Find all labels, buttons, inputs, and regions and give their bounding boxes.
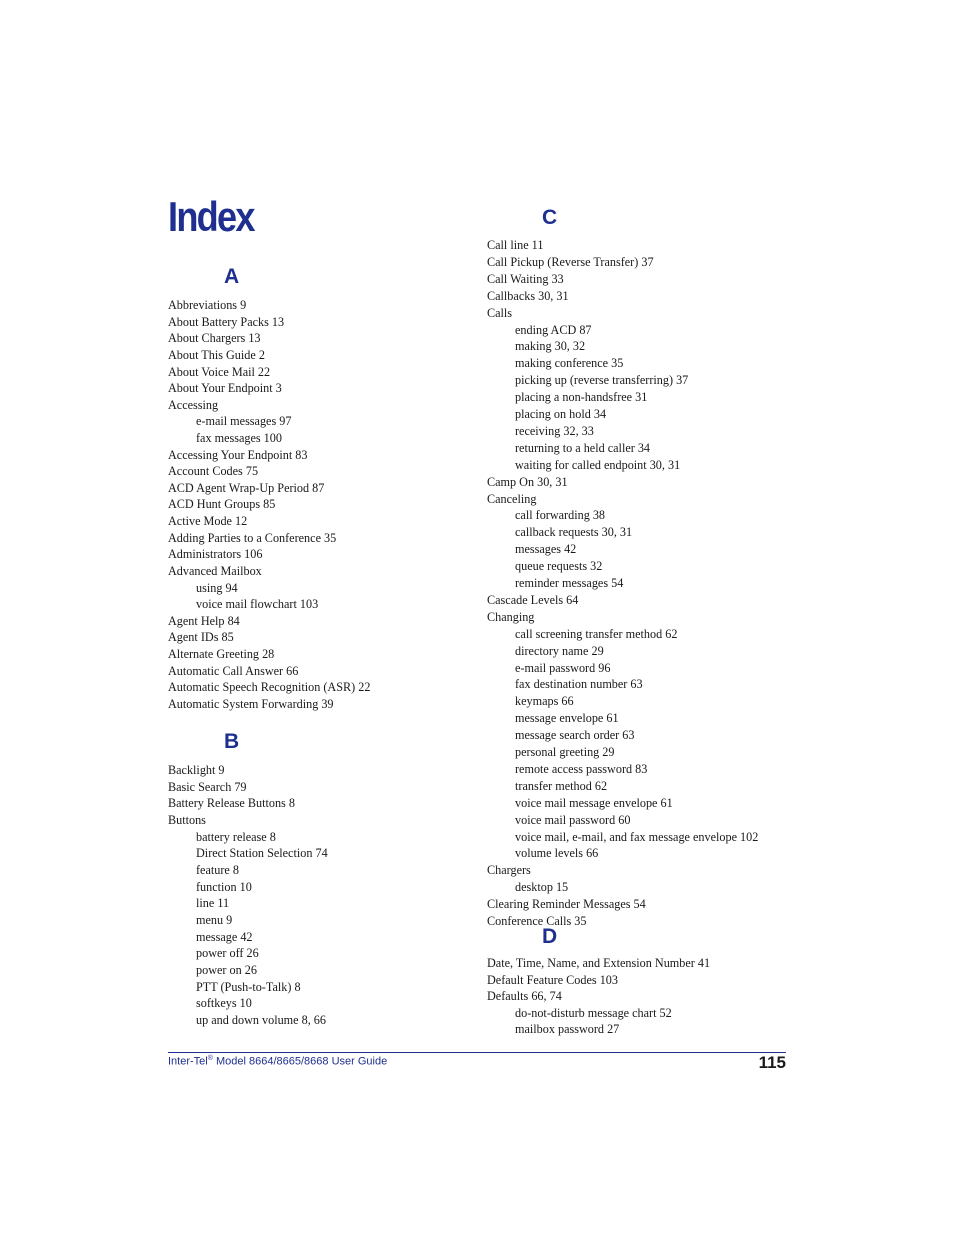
index-entry: Conference Calls 35 [487, 914, 587, 928]
index-entry: Call line 11 [487, 238, 544, 252]
index-entry: ACD Hunt Groups 85 [168, 497, 276, 512]
index-subentry: picking up (reverse transferring) 37 [515, 373, 689, 388]
index-subentry: reminder messages 54 [515, 576, 624, 590]
index-entry: Adding Parties to a Conference 35 [168, 530, 337, 545]
index-subentry: transfer method 62 [515, 778, 608, 793]
index-entry: About Your Endpoint 3 [168, 381, 282, 396]
index-entry: About Chargers 13 [168, 331, 261, 346]
index-entry: ACD Agent Wrap-Up Period 87 [168, 480, 325, 495]
index-entry: Default Feature Codes 103 [487, 972, 618, 987]
index-subentry: using 94 [196, 580, 238, 595]
index-entry: Date, Time, Name, and Extension Number 41 [487, 956, 711, 970]
index-entry: Basic Search 79 [168, 779, 247, 794]
index-subentry: fax messages 100 [196, 431, 282, 445]
index-entry: Automatic System Forwarding 39 [168, 696, 334, 711]
index-entry: Callbacks 30, 31 [487, 288, 569, 303]
index-subentry: personal greeting 29 [515, 745, 615, 759]
index-entry: Changing [487, 609, 535, 624]
index-entry: Call Waiting 33 [487, 271, 564, 286]
index-subentry: battery release 8 [196, 829, 276, 844]
index-subentry: voice mail flowchart 103 [196, 597, 319, 612]
index-subentry: queue requests 32 [515, 559, 603, 574]
index-subentry: callback requests 30, 31 [515, 525, 633, 540]
section-letter-a: A [224, 265, 240, 288]
section-letter-b: B [224, 730, 240, 753]
index-subentry: keymaps 66 [515, 694, 574, 709]
index-subentry: voice mail, e-mail, and fax message envelope 102 [515, 829, 759, 844]
index-subentry: menu 9 [196, 912, 233, 927]
footer-rule [168, 1052, 786, 1053]
index-entry: Cascade Levels 64 [487, 592, 579, 607]
index-subentry: softkeys 10 [196, 996, 252, 1011]
index-entry: About Voice Mail 22 [168, 364, 271, 379]
index-entry: Buttons [168, 813, 206, 827]
index-entry: Automatic Call Answer 66 [168, 663, 299, 678]
index-entry: Account Codes 75 [168, 464, 259, 479]
index-subentry: call forwarding 38 [515, 508, 606, 523]
index-subentry: mailbox password 27 [515, 1022, 620, 1037]
page-number: 115 [758, 1053, 786, 1072]
index-entry: Abbreviations 9 [168, 298, 247, 312]
index-subentry: directory name 29 [515, 643, 604, 658]
index-subentry: power on 26 [196, 962, 257, 977]
index-subentry: voice mail message envelope 61 [515, 795, 673, 810]
index-subentry: line 11 [196, 896, 230, 911]
registered-mark: ® [207, 1055, 213, 1062]
index-entry: Agent IDs 85 [168, 630, 234, 645]
index-subentry: making 30, 32 [515, 339, 586, 354]
index-entry: Clearing Reminder Messages 54 [487, 897, 646, 912]
index-subentry: making conference 35 [515, 356, 624, 371]
index-entry: Backlight 9 [168, 763, 225, 777]
section-letter-d: D [542, 925, 558, 948]
index-subentry: voice mail password 60 [515, 812, 631, 827]
index-subentry: messages 42 [515, 542, 577, 557]
index-entry: Agent Help 84 [168, 613, 240, 628]
index-subentry: call screening transfer method 62 [515, 626, 678, 641]
index-entry: Accessing [168, 397, 219, 412]
footer-brand: Inter-Tel [168, 1055, 208, 1068]
index-entry: Calls [487, 305, 513, 320]
index-subentry: receiving 32, 33 [515, 423, 594, 438]
index-entry: Defaults 66, 74 [487, 989, 562, 1004]
index-entry: Call Pickup (Reverse Transfer) 37 [487, 254, 654, 269]
index-subentry: fax destination number 63 [515, 677, 643, 692]
footer-guide-title [168, 1055, 387, 1068]
index-subentry: waiting for called endpoint 30, 31 [515, 457, 681, 472]
index-subentry: e-mail password 96 [515, 660, 611, 675]
index-subentry: returning to a held caller 34 [515, 440, 651, 455]
index-entry: About Battery Packs 13 [168, 314, 285, 329]
index-subentry: message envelope 61 [515, 711, 619, 726]
index-subentry: Direct Station Selection 74 [196, 846, 328, 861]
index-entry: Active Mode 12 [168, 514, 248, 529]
footer-guide-name: Model 8664/8665/8668 User Guide [212, 1055, 388, 1068]
index-subentry: volume levels 66 [515, 846, 599, 861]
index-subentry: message search order 63 [515, 728, 635, 743]
index-entry: Battery Release Buttons 8 [168, 796, 295, 811]
index-subentry: placing a non-handsfree 31 [515, 390, 648, 405]
index-subentry: power off 26 [196, 946, 259, 961]
index-entry: Administrators 106 [168, 547, 263, 562]
index-subentry: up and down volume 8, 66 [196, 1012, 326, 1027]
index-entry: Chargers [487, 863, 531, 878]
index-entry: Alternate Greeting 28 [168, 647, 275, 661]
index-subentry: ending ACD 87 [515, 322, 592, 337]
index-entry: About This Guide 2 [168, 347, 265, 362]
index-subentry: do-not-disturb message chart 52 [515, 1005, 672, 1020]
index-entry: Camp On 30, 31 [487, 474, 568, 489]
index-entry: Automatic Speech Recognition (ASR) 22 [168, 680, 371, 695]
index-subentry: placing on hold 34 [515, 407, 607, 421]
page-title: Index [168, 193, 254, 240]
index-entry: Advanced Mailbox [168, 563, 262, 578]
index-subentry: e-mail messages 97 [196, 414, 292, 429]
index-subentry: desktop 15 [515, 880, 569, 895]
index-subentry: message 42 [196, 929, 253, 944]
index-subentry: PTT (Push-to-Talk) 8 [196, 979, 301, 994]
index-subentry: function 10 [196, 879, 252, 894]
index-subentry: feature 8 [196, 863, 239, 877]
index-entry: Accessing Your Endpoint 83 [168, 447, 308, 462]
index-subentry: remote access password 83 [515, 761, 648, 776]
section-letter-c: C [542, 206, 558, 229]
index-entry: Canceling [487, 491, 537, 506]
